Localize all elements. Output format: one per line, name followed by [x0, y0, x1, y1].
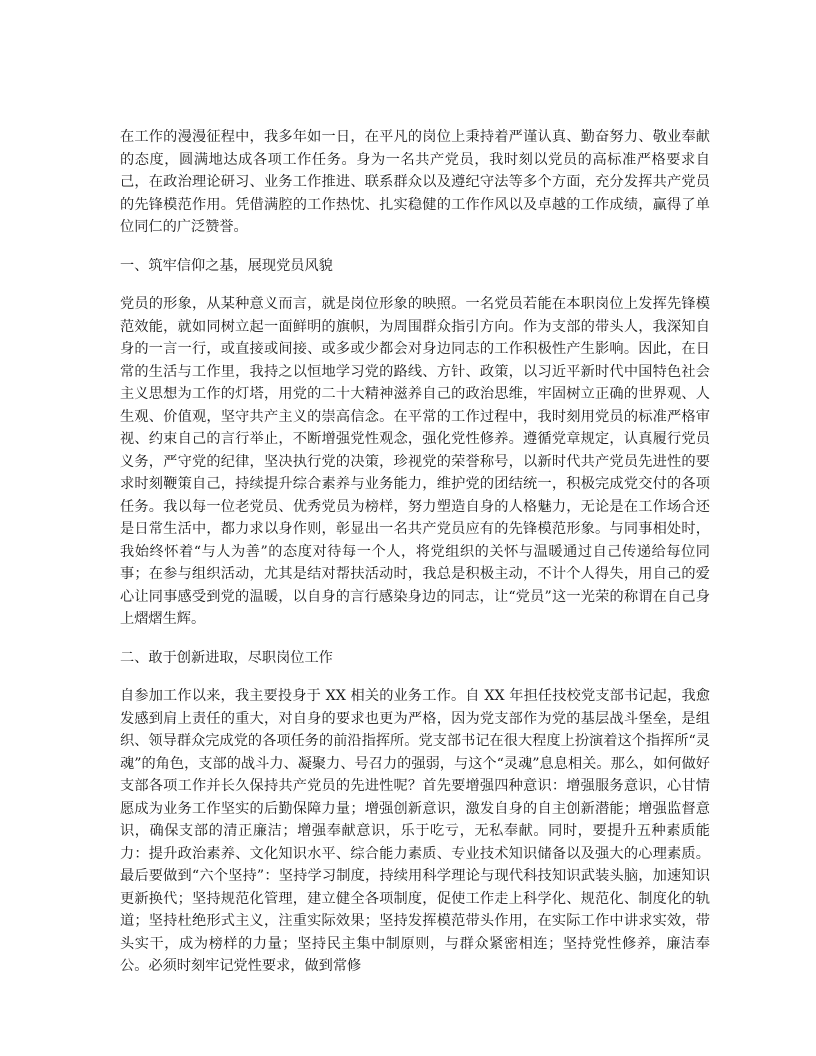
section-1-heading: 一、筑牢信仰之基，展现党员风貌 [120, 257, 333, 274]
section-1-paragraph: 党员的形象，从某种意义而言，就是岗位形象的映照。一名党员若能在本职岗位上发挥先锋模范效能，就如同树立起一面鲜明的旗帜，为周围群众指引方向。作为支部的带头人，我深知自身的一言一行，或直接或间接、或多或少都会对身边同志的工作积极性产生影响。因此，在日常的生活与工作里，我持之以恒地学习党的路线、方针、政策，以习近平新时代中国特色社会主义思想为工作的灯塔，用党的二十大精神滋养自己的政治思维，牢固树立正确的世界观、人生观、价值观，坚守共产主义的崇高信念。在平常的工作过程中，我时刻用党员的标准严格审视、约束自己的言行举止，不断增强党性观念，强化党性修养。遵循党章规定，认真履行党员义务，严守党的纪律，坚决执行党的决策，珍视党的荣誉称号，以新时代共产党员先进性的要求时刻鞭策自己，持续提升综合素养与业务能力，维护党的团结统一，积极完成党交付的各项任务。我以每一位老党员、优秀党员为榜样，努力塑造自身的人格魅力，无论是在工作场合还是日常生活中，都力求以身作则，彰显出一名共产党员应有的先锋模范形象。与同事相处时，我始终怀着“与人为善”的态度对待每一个人，将党组织的关怀与温暖通过自己传递给每位同事；在参与组织活动，尤其是结对帮扶活动时，我总是积极主动，不计个人得失，用自己的爱心让同事感受到党的温暖，以自身的言行感染身边的同志，让“党员”这一光荣的称谓在自己身上熠熠生辉。 [120, 296, 710, 627]
document-page [120, 126, 710, 994]
section-2-heading: 二、敢于创新进取，尽职岗位工作 [120, 649, 333, 666]
intro-paragraph: 在工作的漫漫征程中，我多年如一日，在平凡的岗位上秉持着严谨认真、勤奋努力、敬业奉献的态度，圆满地达成各项工作任务。身为一名共产党员，我时刻以党员的高标准严格要求自己，在政治理论研习、业务工作推进、联系群众以及遵纪守法等多个方面，充分发挥共产党员的先锋模范作用。凭借满腔的工作热忱、扎实稳健的工作作风以及卓越的工作成绩，赢得了单位同仁的广泛赞誉。 [120, 129, 710, 235]
section-2-paragraph: 自参加工作以来，我主要投身于 XX 相关的业务工作。自 XX 年担任技校党支部书记起，我愈发感到肩上责任的重大，对自身的要求也更为严格，因为党支部作为党的基层战斗堡垒，是组织、领导群众完成党的各项任务的前沿指挥所。党支部书记在很大程度上扮演着这个指挥所“灵魂”的角色，支部的战斗力、凝聚力、号召力的强弱，与这个“灵魂”息息相关。那么，如何做好支部各项工作并长久保持共产党员的先进性呢？首先要增强四种意识：增强服务意识，心甘情愿成为业务工作坚实的后勤保障力量；增强创新意识，激发自身的自主创新潜能；增强监督意识，确保支部的清正廉洁；增强奉献意识，乐于吃亏，无私奉献。同时，要提升五种素质能力：提升政治素养、文化知识水平、综合能力素质、专业技术知识储备以及强大的心理素质。最后要做到“六个坚持”：坚持学习制度，持续用科学理论与现代科技知识武装头脑，加速知识更新换代；坚持规范化管理，建立健全各项制度，促使工作走上科学化、规范化、制度化的轨道；坚持杜绝形式主义，注重实际效果；坚持发挥模范带头作用，在实际工作中讲求实效，带头实干，成为榜样的力量；坚持民主集中制原则，与群众紧密相连；坚持党性修养，廉洁奉公。必须时刻牢记党性要求，做到常修 [120, 688, 710, 974]
